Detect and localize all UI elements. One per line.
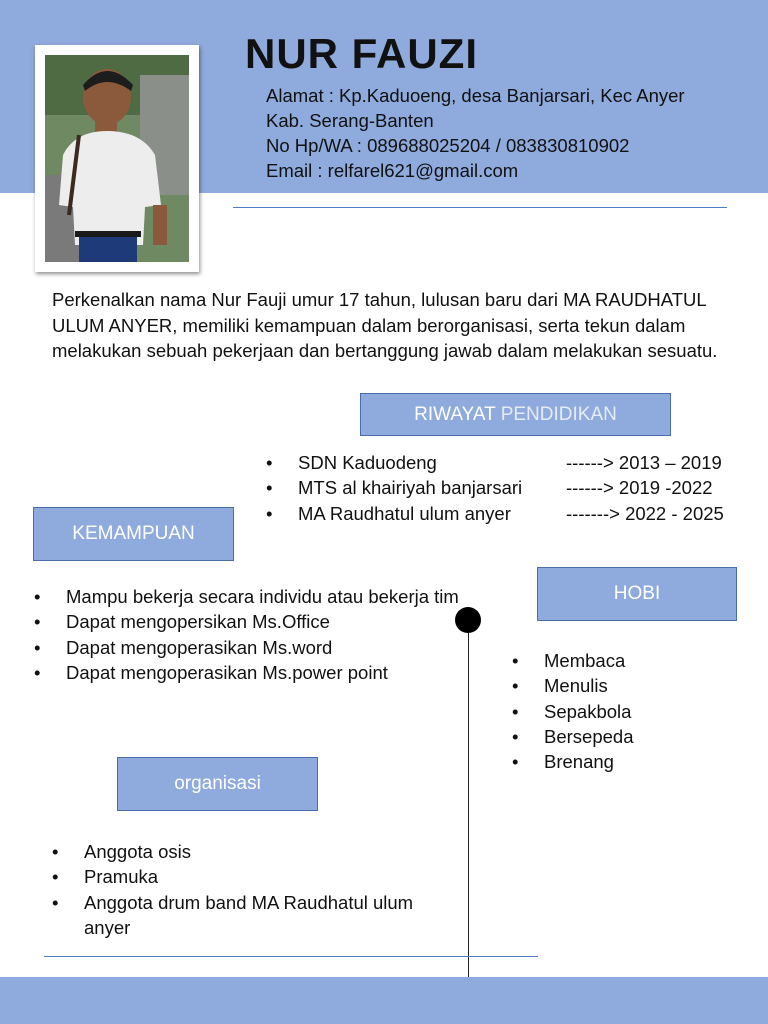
footer-band [0,977,768,1024]
education-period: ------> 2019 -2022 [566,477,713,499]
skill-item: • Mampu bekerja secara individu atau bekerja tim [34,584,479,609]
hobby-item: • Brenang [512,749,633,774]
education-period: -------> 2022 - 2025 [566,502,724,524]
education-heading-part1: RIWAYAT [414,403,501,425]
skill-item: • Dapat mengoperasikan Ms.power point [34,660,479,685]
phone-number: No Hp/WA : 089688025204 / 083830810902 [266,135,630,156]
education-list [266,450,724,526]
email-address: Email : relfarel621@gmail.com [266,160,519,181]
profile-photo-frame [35,45,199,272]
intro-paragraph: Perkenalkan nama Nur Fauji umur 17 tahun, lulusan baru dari MA RAUDHATUL ULUM ANYER, memiliki kemampuan dalam berorganisasi, serta tekun dalam melakukan sebuah pekerjaan dan bertanggung jawab dalam melakukan sesuatu. [52,289,718,361]
organization-item: • Pramuka [52,864,422,889]
skills-heading: KEMAMPUAN [33,507,234,561]
education-school: • MTS al khairiyah banjarsari [298,477,523,499]
address-line-1: Alamat : Kp.Kaduoeng, desa Banjarsari, Kec Anyer [266,85,685,106]
hobby-item: • Menulis [512,673,633,698]
organization-item: • Anggota drum band MA Raudhatul ulum anyer [52,890,422,941]
education-school: • MA Raudhatul ulum anyer [298,502,511,524]
organization-item: • Anggota osis [52,839,422,864]
candidate-name: NUR FAUZI [245,30,478,77]
education-item [266,475,724,500]
education-school: • SDN Kaduodeng [298,452,437,473]
organization-list [52,839,422,940]
education-heading-part2: PENDIDIKAN [500,403,617,425]
hobby-item: • Bersepeda [512,724,633,749]
organization-heading: organisasi [117,757,318,811]
contact-info [266,83,685,183]
profile-photo [45,55,189,262]
footer-divider [44,956,538,957]
skill-item: • Dapat mengoperasikan Ms.word [34,635,479,660]
header-divider [233,207,727,208]
timeline-dot [455,607,481,633]
hobby-item: • Membaca [512,648,633,673]
address-line-2: Kab. Serang-Banten [266,110,434,131]
skill-item: • Dapat mengopersikan Ms.Office [34,609,479,634]
education-item [266,450,724,475]
hobbies-list [512,648,633,774]
education-item [266,501,724,526]
timeline-line [468,620,469,977]
education-period: ------> 2013 – 2019 [566,452,722,473]
skills-list [34,584,479,685]
education-heading [360,393,671,436]
hobbies-heading: HOBI [537,567,737,621]
hobby-item: • Sepakbola [512,699,633,724]
